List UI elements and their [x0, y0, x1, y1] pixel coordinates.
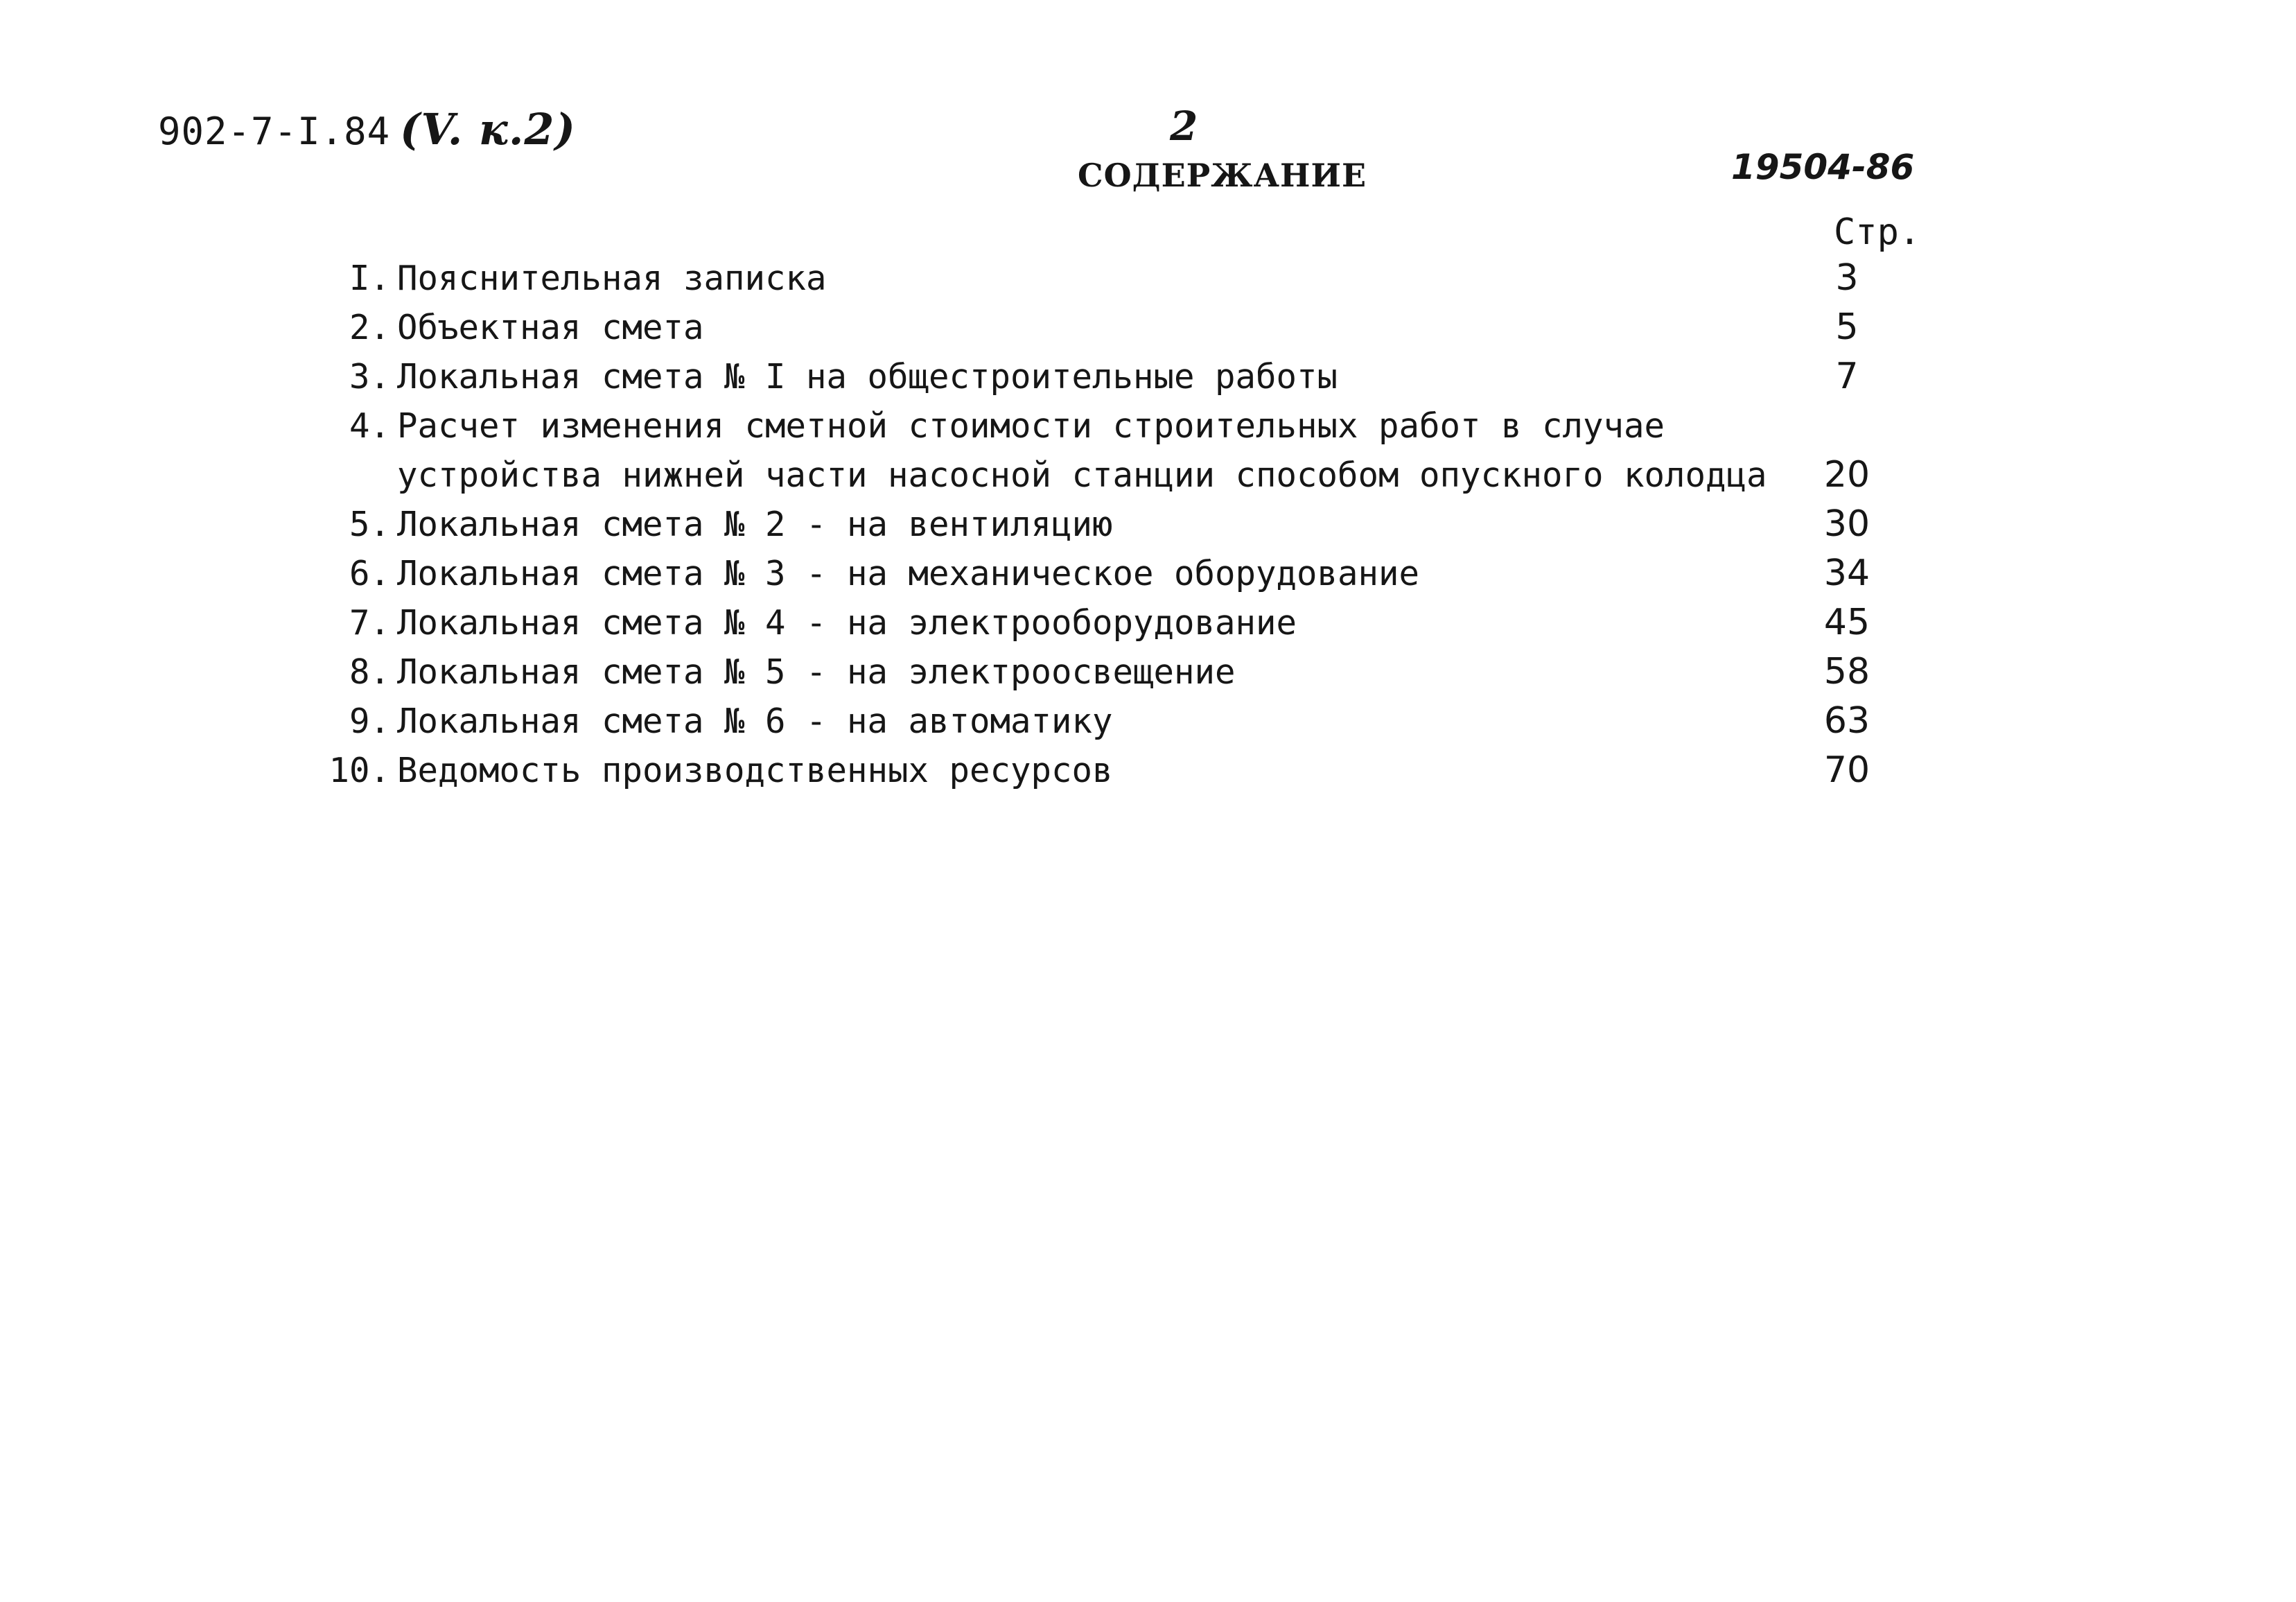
toc-item-title: Локальная смета № 4 - на электрооборудование	[397, 603, 1297, 643]
toc-item	[0, 746, 2296, 795]
toc-item-title: Объектная смета	[397, 308, 704, 347]
toc-item-title: Ведомость производственных ресурсов	[397, 751, 1113, 790]
toc-item	[0, 697, 2296, 746]
toc-item-number: 4.	[349, 406, 390, 446]
toc-item-title: Локальная смета № I на общестроительные работы	[397, 357, 1338, 397]
toc-item-page: 3	[1835, 257, 1859, 299]
table-of-contents	[0, 254, 2296, 795]
page-number: 2	[1170, 103, 1198, 150]
toc-item-number: 2.	[349, 308, 390, 347]
toc-item	[0, 500, 2296, 549]
toc-item-page: 5	[1835, 306, 1859, 348]
toc-item-page: 63	[1823, 700, 1870, 742]
page-title: СОДЕРЖАНИЕ	[1078, 157, 1367, 194]
toc-item-page: 70	[1823, 749, 1870, 791]
toc-item-title: Расчет изменения сметной стоимости строительных работ в случае устройства нижней части насосной станции способом опускного колодца	[397, 406, 1767, 495]
document-volume-note: (V. к.2)	[400, 104, 576, 155]
toc-item-page: 58	[1823, 651, 1870, 693]
toc-item-title: Локальная смета № 2 - на вентиляцию	[397, 505, 1113, 544]
toc-item-title: Локальная смета № 3 - на механическое оборудование	[397, 554, 1420, 593]
page-column-header: Стр.	[1834, 211, 1921, 253]
toc-item-page: 7	[1835, 356, 1859, 397]
toc-item	[0, 401, 2296, 500]
toc-item-number: 9.	[349, 702, 390, 741]
archive-number: 19504-86	[1731, 147, 1915, 187]
toc-item-title: Локальная смета № 6 - на автоматику	[397, 702, 1113, 741]
toc-item-title: Пояснительная записка	[397, 259, 827, 298]
toc-item	[0, 549, 2296, 598]
document-code-number: 902-7-I.84	[158, 110, 391, 153]
document-code	[158, 104, 576, 155]
toc-item-number: 10.	[328, 751, 390, 790]
toc-item-number: 7.	[349, 603, 390, 643]
toc-item-page: 45	[1823, 602, 1870, 643]
toc-item-number: 8.	[349, 652, 390, 692]
toc-item-number: I.	[349, 259, 390, 298]
toc-item-number: 6.	[349, 554, 390, 593]
toc-item-number: 3.	[349, 357, 390, 397]
toc-item	[0, 598, 2296, 647]
toc-item-page: 34	[1823, 552, 1870, 594]
toc-item-page: 20	[1823, 454, 1870, 496]
toc-item-title: Локальная смета № 5 - на электроосвещение	[397, 652, 1236, 692]
toc-item	[0, 254, 2296, 303]
toc-item	[0, 647, 2296, 697]
toc-item	[0, 303, 2296, 352]
toc-item-number: 5.	[349, 505, 390, 544]
toc-item-page: 30	[1823, 503, 1870, 545]
toc-item	[0, 352, 2296, 401]
